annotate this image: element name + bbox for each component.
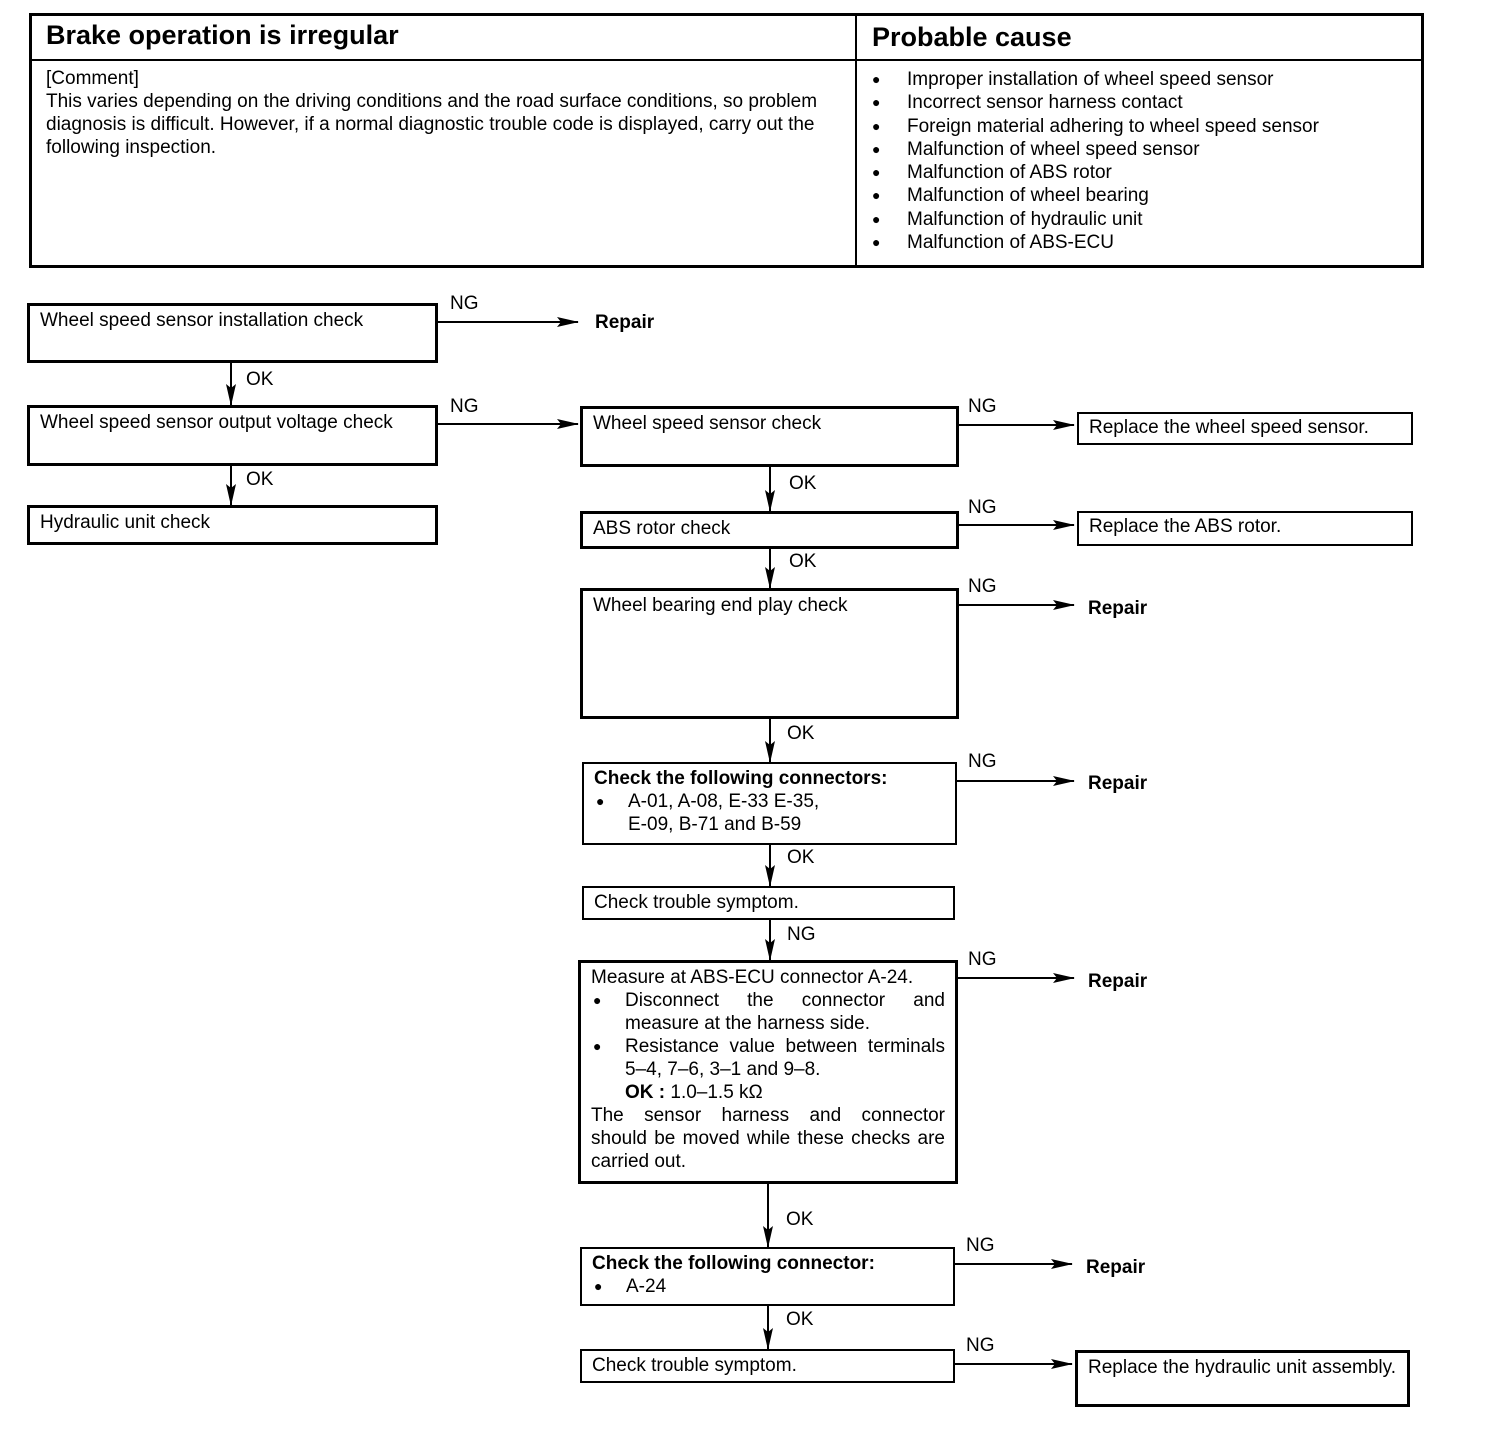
repair-label: Repair: [1088, 971, 1148, 992]
ng-label: NG: [966, 1335, 995, 1356]
ok-flow-label: OK: [787, 847, 815, 868]
replace-sensor-label: Replace the wheel speed sensor.: [1089, 417, 1369, 438]
connectors-title: Check the following connectors:: [594, 768, 888, 789]
output-voltage-check-box: [27, 405, 438, 466]
symptom-check2-box: [580, 1349, 955, 1383]
connector-a24-box: [580, 1247, 955, 1306]
replace-hydraulic-box: [1075, 1350, 1410, 1407]
comment-label: [Comment]: [46, 68, 139, 89]
probable-cause-title: Probable cause: [872, 22, 1072, 52]
sensor-check-label: Wheel speed sensor check: [593, 413, 822, 434]
cause-item: ● Malfunction of hydraulic unit: [872, 208, 1412, 231]
abs-rotor-check-box: [580, 511, 959, 549]
measure-box: [578, 960, 958, 1184]
cause-item: ● Malfunction of wheel speed sensor: [872, 138, 1412, 161]
ok-flow-label: OK: [246, 469, 274, 490]
measure-note: The sensor harness and connector should be moved while these checks are carried out.: [591, 1105, 945, 1172]
install-check-box: [27, 303, 438, 363]
cause-item: ● Improper installation of wheel speed sensor: [872, 68, 1412, 91]
ok-value: 1.0–1.5 kΩ: [670, 1082, 763, 1103]
replace-rotor-label: Replace the ABS rotor.: [1089, 516, 1282, 537]
repair-label: Repair: [1088, 773, 1148, 794]
repair-label: Repair: [1088, 598, 1148, 619]
symptom-check-box: [582, 886, 955, 920]
ok-flow-label: OK: [786, 1209, 814, 1230]
cause-item: ● Malfunction of ABS rotor: [872, 161, 1412, 184]
hydraulic-unit-check-label: Hydraulic unit check: [40, 512, 211, 533]
symptom-check-label: Check trouble symptom.: [594, 892, 799, 913]
measure-bullet: ● Disconnect the connector and measure at the harness side.: [591, 989, 945, 1035]
page-title: Brake operation is irregular: [46, 20, 399, 50]
cause-item: ● Malfunction of ABS-ECU: [872, 231, 1412, 254]
ok-flow-label: OK: [246, 369, 274, 390]
ok-flow-label: OK: [789, 551, 817, 572]
ok-flow-label: OK: [789, 473, 817, 494]
connectors-item: [594, 790, 945, 836]
symptom-check2-label: Check trouble symptom.: [592, 1355, 797, 1376]
replace-hydraulic-label: Replace the hydraulic unit assembly.: [1088, 1357, 1397, 1378]
cause-item: ● Incorrect sensor harness contact: [872, 91, 1412, 114]
replace-rotor-box: [1077, 511, 1413, 546]
install-check-label: Wheel speed sensor installation check: [40, 310, 364, 331]
ok-flow-label: OK: [787, 723, 815, 744]
replace-sensor-box: [1077, 412, 1413, 445]
ng-label: NG: [450, 396, 479, 417]
ng-label: NG: [968, 949, 997, 970]
connector-item: ● A-24: [592, 1275, 943, 1298]
measure-title: Measure at ABS-ECU connector A-24.: [591, 967, 914, 988]
ng-label: NG: [968, 396, 997, 417]
sensor-check-box: [580, 406, 959, 467]
connectors-line: E-09, B-71 and B-59: [628, 814, 802, 835]
output-voltage-check-label: Wheel speed sensor output voltage check: [40, 412, 393, 433]
comment-text: This varies depending on the driving conditions and the road surface conditions, so problem diagnosis is difficult. However, if a normal diagnostic trouble code is displayed, carry out the following inspection.: [46, 91, 818, 158]
ok-label: OK :: [625, 1082, 666, 1103]
bearing-check-label: Wheel bearing end play check: [593, 595, 848, 616]
ng-label: NG: [450, 293, 479, 314]
measure-bullet-text: Resistance value between terminals 5–4, 7–6, 3–1 and 9–8.: [625, 1036, 945, 1080]
repair-label: Repair: [1086, 1257, 1146, 1278]
connectors-check-box: [582, 762, 957, 845]
ng-label: NG: [787, 924, 816, 945]
connector-title: Check the following connector:: [592, 1253, 875, 1274]
cause-item: ● Foreign material adhering to wheel speed sensor: [872, 115, 1412, 138]
ng-label: NG: [966, 1235, 995, 1256]
ng-label: NG: [968, 497, 997, 518]
hydraulic-unit-check-box: [27, 505, 438, 545]
connectors-line: ● A-01, A-08, E-33 E-35,: [628, 791, 820, 812]
ng-label: NG: [968, 576, 997, 597]
measure-bullet: [591, 1035, 945, 1104]
abs-rotor-check-label: ABS rotor check: [593, 518, 731, 539]
cause-item: ● Malfunction of wheel bearing: [872, 184, 1412, 207]
repair-label: Repair: [595, 312, 655, 333]
ok-flow-label: OK: [786, 1309, 814, 1330]
bearing-check-box: [580, 588, 959, 719]
ng-label: NG: [968, 751, 997, 772]
